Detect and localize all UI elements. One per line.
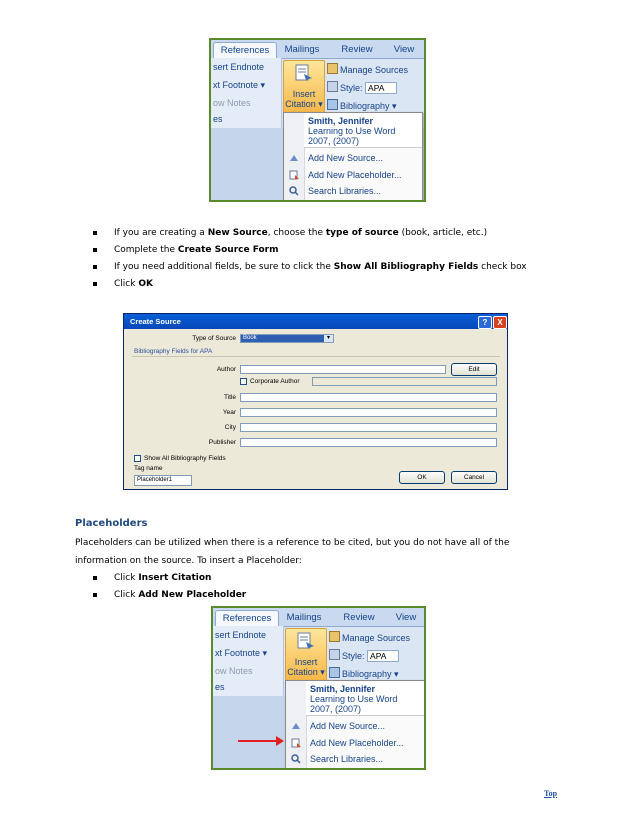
style-selector[interactable] — [327, 81, 397, 94]
style-icon — [327, 81, 338, 92]
manage-sources-label: Manage Sources — [340, 65, 409, 75]
add-source-icon — [289, 153, 299, 163]
style-icon — [329, 649, 340, 660]
bullet-text: Click Add New Placeholder — [114, 590, 247, 600]
show-all-fields-label: Show All Bibliography Fields — [144, 455, 226, 462]
search-libraries-icon — [291, 754, 301, 764]
bibliography-button[interactable] — [327, 99, 397, 112]
ribbon-tab-row — [213, 608, 424, 627]
manage-sources-label: Manage Sources — [342, 633, 411, 643]
add-source-icon — [291, 721, 301, 731]
city-label: City — [224, 424, 236, 431]
style-selector[interactable] — [329, 649, 399, 662]
citation-title-line2: 2007, (2007) — [310, 704, 362, 714]
corporate-author-label: Corporate Author — [250, 378, 300, 385]
placeholders-paragraph-line2: information on the source. To insert a Placeholder: — [75, 556, 302, 566]
citation-author: Smith, Jennifer — [308, 116, 374, 126]
style-label: Style: — [342, 651, 365, 661]
tab-mailings[interactable]: Mailings — [286, 612, 322, 623]
show-all-fields-checkbox[interactable] — [134, 455, 141, 462]
type-of-source-label: Type of Source — [192, 335, 236, 342]
add-new-placeholder-item[interactable]: Add New Placeholder... — [308, 170, 402, 180]
citation-title-line2: 2007, (2007) — [308, 136, 360, 146]
tab-references[interactable]: References — [215, 610, 279, 627]
placeholders-paragraph-line1: Placeholders can be utilized when there is a reference to be cited, but you do not have all of the — [75, 538, 510, 548]
placeholders-heading: Placeholders — [75, 518, 148, 529]
add-placeholder-icon — [291, 738, 301, 748]
insert-endnote-button[interactable]: sert Endnote — [215, 630, 267, 640]
tab-view[interactable]: View — [395, 612, 417, 623]
corporate-author-checkbox[interactable] — [240, 378, 247, 385]
citation-author: Smith, Jennifer — [310, 684, 376, 694]
insert-citation-button[interactable] — [285, 628, 327, 682]
title-label: Title — [223, 394, 236, 401]
edit-button[interactable]: Edit — [451, 363, 497, 376]
year-label: Year — [222, 409, 236, 416]
citation-dropdown — [283, 112, 423, 202]
bibliography-label: Bibliography ▾ — [340, 101, 397, 111]
year-input[interactable] — [240, 408, 497, 417]
manage-sources-icon — [327, 63, 338, 74]
bullet-text: Complete the Create Source Form — [114, 245, 279, 255]
add-new-placeholder-item[interactable]: Add New Placeholder... — [310, 738, 404, 748]
style-dropdown[interactable]: APA — [367, 650, 399, 662]
dialog-title: Create Source — [130, 317, 181, 326]
manage-sources-button[interactable] — [327, 63, 408, 75]
citation-entry[interactable] — [304, 113, 422, 148]
insert-citation-icon — [296, 632, 316, 650]
insert-citation-line1: Insert — [294, 657, 318, 667]
show-notes-button[interactable]: ow Notes — [215, 666, 253, 676]
ribbon-screenshot-2 — [211, 606, 426, 770]
type-of-source-value: Book — [243, 335, 257, 341]
bibliography-button[interactable] — [329, 667, 399, 680]
tab-mailings[interactable]: Mailings — [284, 44, 320, 55]
cancel-button[interactable]: Cancel — [451, 471, 497, 484]
citation-title-line1: Learning to Use Word — [308, 126, 396, 136]
bullet-text: If you are creating a New Source, choose the type of source (book, article, etc.) — [114, 228, 488, 238]
ribbon-tab-row — [211, 40, 424, 59]
bullet-text: If you need additional fields, be sure to click the Show All Bibliography Fields check box — [114, 262, 527, 272]
tab-view[interactable]: View — [393, 44, 415, 55]
bibliography-label: Bibliography ▾ — [342, 669, 399, 679]
ribbon-screenshot-1 — [209, 38, 426, 202]
city-input[interactable] — [240, 423, 497, 432]
footnotes-group-label: es — [213, 114, 223, 124]
tab-review[interactable]: Review — [343, 612, 375, 623]
tag-name-label: Tag name — [134, 465, 163, 472]
author-input[interactable] — [240, 365, 446, 374]
insert-citation-line1: Insert — [292, 89, 316, 99]
manage-sources-button[interactable] — [329, 631, 410, 643]
search-libraries-item[interactable]: Search Libraries... — [310, 754, 384, 764]
bibliography-icon — [327, 99, 338, 110]
search-libraries-icon — [289, 186, 299, 196]
add-new-source-item[interactable]: Add New Source... — [310, 721, 386, 731]
citation-title-line1: Learning to Use Word — [310, 694, 398, 704]
insert-citation-label — [284, 89, 324, 109]
create-source-dialog — [123, 313, 508, 490]
author-label: Author — [216, 366, 236, 373]
tab-references[interactable]: References — [213, 42, 277, 59]
citation-entry[interactable] — [306, 681, 424, 716]
insert-citation-line2: Citation ▾ — [287, 667, 325, 677]
publisher-input[interactable] — [240, 438, 497, 447]
publisher-label: Publisher — [208, 439, 236, 446]
help-button[interactable]: ? — [478, 316, 492, 329]
close-button[interactable]: X — [493, 316, 507, 329]
insert-citation-icon — [294, 64, 314, 82]
bibliography-group-label: Bibliography Fields for APA — [134, 348, 213, 355]
search-libraries-item[interactable]: Search Libraries... — [308, 186, 382, 196]
bibliography-icon — [329, 667, 340, 678]
insert-endnote-button[interactable]: sert Endnote — [213, 62, 265, 72]
bullet-text: Click Insert Citation — [114, 573, 212, 583]
style-label: Style: — [340, 83, 363, 93]
type-of-source-select[interactable] — [240, 334, 334, 343]
dialog-title-bar — [124, 314, 507, 329]
add-placeholder-icon — [289, 170, 299, 180]
chevron-down-icon: ▾ — [324, 335, 333, 342]
next-footnote-button[interactable]: xt Footnote ▾ — [213, 80, 266, 90]
footnotes-group-label: es — [215, 682, 225, 692]
next-footnote-button[interactable]: xt Footnote ▾ — [215, 648, 268, 658]
ok-button[interactable]: OK — [399, 471, 445, 484]
bullet-text: Click OK — [114, 279, 153, 289]
top-link[interactable]: Top — [544, 789, 558, 798]
citation-dropdown — [285, 680, 425, 770]
add-new-source-item[interactable]: Add New Source... — [308, 153, 384, 163]
show-notes-button[interactable]: ow Notes — [213, 98, 251, 108]
manage-sources-icon — [329, 631, 340, 642]
insert-citation-label — [286, 657, 326, 677]
tag-name-value: Placeholder1 — [137, 477, 173, 483]
title-input[interactable] — [240, 393, 497, 402]
red-arrow-icon — [238, 740, 278, 742]
corporate-author-input[interactable] — [312, 377, 497, 386]
tag-name-input[interactable] — [134, 475, 192, 486]
tab-review[interactable]: Review — [341, 44, 373, 55]
group-divider — [132, 356, 500, 357]
style-dropdown[interactable]: APA — [365, 82, 397, 94]
insert-citation-line2: Citation ▾ — [285, 99, 323, 109]
insert-citation-button[interactable] — [283, 60, 325, 114]
